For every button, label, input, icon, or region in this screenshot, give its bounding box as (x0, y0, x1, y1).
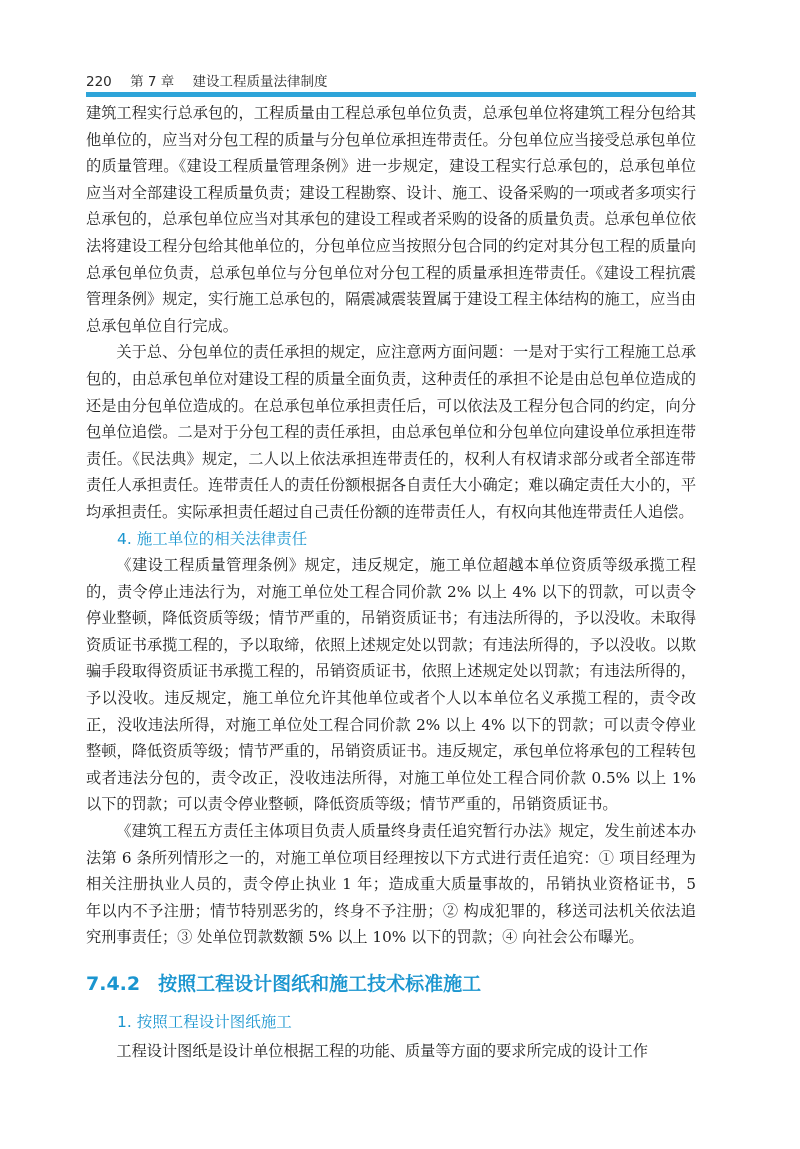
subheading-contractor-liability: 4. 施工单位的相关法律责任 (117, 529, 308, 548)
paragraph-design-drawings: 工程设计图纸是设计单位根据工程的功能、质量等方面的要求所完成的设计工作 (116, 1041, 648, 1060)
page-number: 220 (86, 74, 112, 90)
section-title: 按照工程设计图纸和施工技术标准施工 (158, 973, 482, 995)
subheading-design-drawings: 1. 按照工程设计图纸施工 (117, 1013, 292, 1031)
section-heading (86, 971, 696, 997)
paragraph-quality-regulation: 《建设工程质量管理条例》规定，违反规定，施工单位超越本单位资质等级承揽工程的，责令停止违法行为，对施工单位处工程合同价款 2% 以上 4% 以下的罚款，可以责令停业整顿，降低资质等级；情节严重的，吊销资质证书；有违法所得的，予以没收。未取得资质证书承揽工程的，予以取缔，依照上述规定处以罚款；有违法所得的，予以没收。以欺骗手段取得资质证书承揽工程的，吊销资质证书，依照上述规定处以罚款；有违法所得的，予以没收。违反规定，施工单位允许其他单位或者个人以本单位名义承揽工程的，责令改正，没收违法所得，对施工单位处工程合同价款 2% 以上 4% 以下的罚款；可以责令停业整顿，降低资质等级；情节严重的，吊销资质证书。违反规定，承包单位将承包的工程转包或者违法分包的，责令改正，没收违法所得，对施工单位处工程合同价款 0.5% 以上 1% 以下的罚款；可以责令停业整顿，降低资质等级；情节严重的，吊销资质证书。 (86, 556, 696, 814)
section-number: 7.4.2 (86, 973, 141, 995)
chapter-title: 建设工程质量法律制度 (192, 74, 328, 90)
header-rule (86, 92, 696, 97)
body-text (86, 100, 696, 1064)
paragraph-general-contracting: 建筑工程实行总承包的，工程质量由工程总承包单位负责，总承包单位将建筑工程分包给其他单位的，应当对分包工程的质量与分包单位承担连带责任。分包单位应当接受总承包单位的质量管理。《建设工程质量管理条例》进一步规定，建设工程实行总承包的，总承包单位应当对全部建设工程质量负责；建设工程勘察、设计、施工、设备采购的一项或者多项实行总承包的，总承包单位应当对其承包的建设工程或者采购的设备的质量负责。总承包单位依法将建设工程分包给其他单位的，分包单位应当按照分包合同的约定对其分包工程的质量向总承包单位负责，总承包单位与分包单位对分包工程的质量承担连带责任。《建设工程抗震管理条例》规定，实行施工总承包的，隔震减震装置属于建设工程主体结构的施工，应当由总承包单位自行完成。 (86, 104, 696, 335)
chapter-number: 第 7 章 (130, 74, 175, 90)
paragraph-lifetime-responsibility: 《建筑工程五方责任主体项目负责人质量终身责任追究暂行办法》规定，发生前述本办法第 6 条所列情形之一的，对施工单位项目经理按以下方式进行责任追究：① 项目经理为相关注册执业人员的，责令停止执业 1 年；造成重大质量事故的，吊销执业资格证书，5 年以内不予注册；情节特别恶劣的，终身不予注册；② 构成犯罪的，移送司法机关依法追究刑事责任；③ 处单位罚款数额 5% 以上 10% 以下的罚款；④ 向社会公布曝光。 (86, 822, 696, 947)
paragraph-liability-issues: 关于总、分包单位的责任承担的规定，应注意两方面问题：一是对于实行工程施工总承包的，由总承包单位对建设工程的质量全面负责，这种责任的承担不论是由总包单位造成的还是由分包单位造成的。在总承包单位承担责任后，可以依法及工程分包合同的约定，向分包单位追偿。二是对于分包工程的责任承担，由总承包单位和分包单位向建设单位承担连带责任。《民法典》规定，二人以上依法承担连带责任的，权利人有权请求部分或者全部连带责任人承担责任。连带责任人的责任份额根据各自责任大小确定；难以确定责任大小的，平均承担责任。实际承担责任超过自己责任份额的连带责任人，有权向其他连带责任人追偿。 (86, 343, 696, 521)
running-header (86, 70, 342, 90)
